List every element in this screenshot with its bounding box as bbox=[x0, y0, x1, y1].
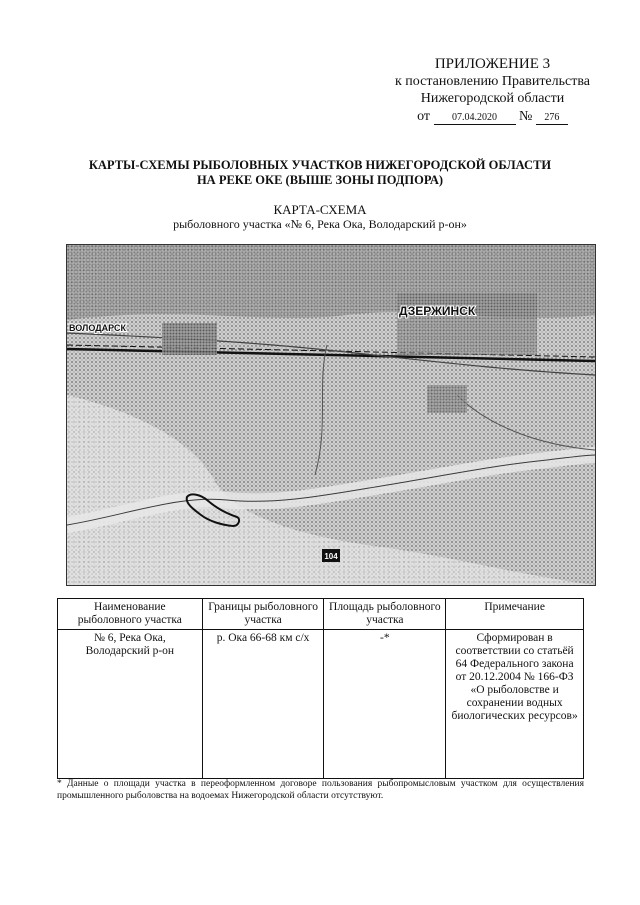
map-caption-heading: КАРТА-СХЕМА bbox=[273, 202, 367, 217]
header-area: Площадь рыболовного участка bbox=[324, 599, 446, 630]
fishing-site-table bbox=[57, 598, 584, 779]
header-bounds: Границы рыболовного участка bbox=[202, 599, 324, 630]
industrial-area bbox=[427, 385, 467, 413]
map-caption-name: рыболовного участка «№ 6, Река Ока, Володарский р-он» bbox=[173, 217, 467, 231]
map-label-dzerzhinsk: ДЗЕРЖИНСК bbox=[399, 304, 476, 318]
table-header-row bbox=[58, 599, 584, 630]
table-row bbox=[58, 630, 584, 779]
appendix-header bbox=[395, 56, 590, 125]
from-label: от bbox=[417, 109, 431, 124]
map-label-volodarsk: ВОЛОДАРСК bbox=[69, 323, 126, 333]
map-caption bbox=[0, 202, 640, 232]
number-sign: № bbox=[519, 109, 533, 124]
appendix-date-line bbox=[395, 108, 590, 125]
document-title-line1: КАРТЫ-СХЕМЫ РЫБОЛОВНЫХ УЧАСТКОВ НИЖЕГОРОДСКОЙ ОБЛАСТИ bbox=[88, 158, 552, 172]
appendix-title: ПРИЛОЖЕНИЕ 3 bbox=[434, 56, 551, 72]
cell-area: -* bbox=[324, 630, 446, 779]
document-title-line2: НА РЕКЕ ОКЕ (ВЫШЕ ЗОНЫ ПОДПОРА) bbox=[196, 173, 444, 187]
map-marker-label: 104 bbox=[324, 552, 338, 561]
header-note: Примечание bbox=[446, 599, 584, 630]
dzerzhinsk-town bbox=[397, 293, 537, 355]
cell-name: № 6, Река Ока, Володарский р-он bbox=[58, 630, 203, 779]
footnote: * Данные о площади участка в переоформленном договоре пользования рыбопромысловым участком для осуществления промышленного рыболовства на водоемах Нижегородской области отсутствуют. bbox=[57, 779, 584, 801]
volodarsk-town bbox=[162, 323, 217, 355]
decree-number: 276 bbox=[536, 112, 568, 125]
cell-bounds: р. Ока 66-68 км с/х bbox=[202, 630, 324, 779]
cell-note: Сформирован в соответствии со статьёй 64 Федерального закона от 20.12.2004 № 166-ФЗ «О рыболовстве и сохранении водных биологических ресурсов» bbox=[446, 630, 584, 779]
document-title bbox=[0, 158, 640, 188]
appendix-region-line: Нижегородской области bbox=[420, 91, 565, 106]
appendix-decree-line: к постановлению Правительства bbox=[394, 74, 590, 89]
map-image bbox=[67, 245, 595, 585]
header-name: Наименование рыболовного участка bbox=[58, 599, 203, 630]
decree-date: 07.04.2020 bbox=[434, 112, 516, 125]
topographic-map bbox=[66, 244, 596, 586]
